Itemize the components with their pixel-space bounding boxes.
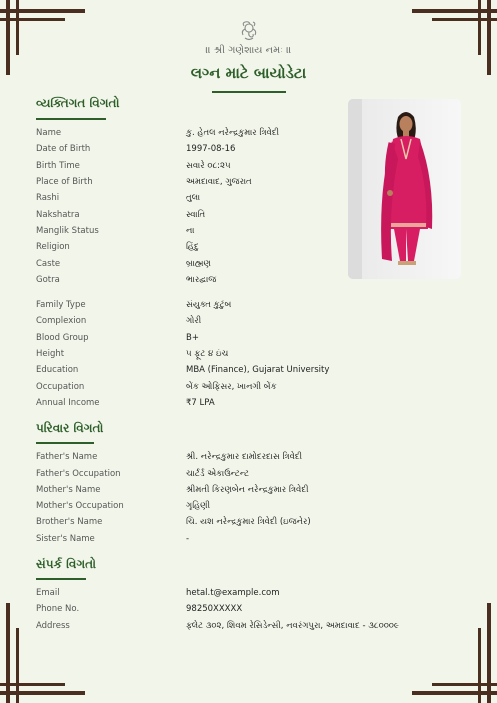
detail-row: [36, 193, 356, 209]
detail-label: Father's Name: [36, 452, 98, 462]
detail-row: [36, 316, 356, 332]
detail-label: Religion: [36, 242, 70, 252]
detail-value: ચિ. યશ નરેન્દ્રકુમાર ત્રિવેદી (ઇજનેર): [186, 517, 311, 527]
detail-value: બ્રાહ્મણ: [186, 259, 211, 269]
detail-label: Occupation: [36, 382, 85, 392]
profile-photo-illustration: [348, 99, 461, 279]
detail-value: કુ. હેતલ નરેન્દ્રકુમાર ત્રિવેદી: [186, 128, 280, 138]
detail-row: [36, 398, 356, 414]
detail-row: [36, 161, 356, 177]
detail-label: Manglik Status: [36, 226, 99, 236]
detail-row: [36, 501, 356, 517]
detail-label: Mother's Occupation: [36, 501, 124, 511]
address-value: ફ્લેટ ૩૦૨, શિવમ રેસિડેન્સી, નવરંગપુરા, અમદાવાદ - ૩૮૦૦૦૯: [186, 621, 399, 631]
detail-value: ભારદ્વાજ: [186, 275, 217, 285]
detail-label: Name: [36, 128, 62, 138]
page-title: લગ્ન માટે બાયોડેટા: [190, 64, 307, 82]
section-heading-family: પરિવાર વિગતો: [36, 421, 104, 435]
detail-row: [36, 452, 356, 468]
detail-label: Education: [36, 365, 79, 375]
detail-row: [36, 349, 356, 365]
detail-label: Nakshatra: [36, 210, 80, 220]
detail-label: Brother's Name: [36, 517, 103, 527]
detail-value: સ્વાતિ: [186, 210, 206, 220]
detail-value: બેંક ઓફિસર, ખાનગી બેંક: [186, 382, 277, 392]
detail-row: [36, 621, 399, 637]
detail-value: 1997-08-16: [186, 144, 236, 154]
detail-label: Email: [36, 588, 60, 598]
detail-row: [36, 275, 356, 291]
invocation-text: ॥ શ્રી ગણેશાય નમઃ ॥: [205, 45, 292, 56]
detail-value: ૫ ફૂટ ૪ ઇંચ: [186, 349, 229, 359]
detail-value: ના: [186, 226, 195, 236]
detail-label: Family Type: [36, 300, 86, 310]
phone-value: 98250XXXXX: [186, 604, 243, 614]
detail-value: અમદાવાદ, ગુજરાત: [186, 177, 252, 187]
detail-row: [36, 333, 356, 349]
detail-label: Sister's Name: [36, 534, 95, 544]
detail-value: સવારે ૦૮:૨૫: [186, 161, 231, 171]
detail-row: [36, 144, 356, 160]
detail-value: ગોરી: [186, 316, 202, 326]
detail-row: [36, 177, 356, 193]
detail-row: [36, 128, 356, 144]
detail-row: [36, 382, 356, 398]
detail-row: [36, 588, 356, 604]
section-underline-personal: [36, 118, 106, 120]
profile-photo: [348, 99, 461, 279]
detail-value: B+: [186, 333, 199, 343]
detail-row: [36, 300, 356, 316]
title-underline: [212, 91, 286, 93]
detail-label: Gotra: [36, 275, 60, 285]
section-underline-contact: [36, 578, 86, 580]
detail-row: [36, 534, 356, 550]
detail-label: Caste: [36, 259, 61, 269]
detail-value: ગૃહિણી: [186, 501, 211, 511]
detail-row: [36, 259, 356, 275]
detail-label: Phone No.: [36, 604, 80, 614]
section-heading-contact: સંપર્ક વિગતો: [36, 557, 97, 571]
section-underline-family: [36, 442, 94, 444]
detail-row: [36, 604, 356, 620]
detail-value: તુલા: [186, 193, 201, 203]
detail-label: Date of Birth: [36, 144, 91, 154]
detail-label: Place of Birth: [36, 177, 93, 187]
detail-value: શ્રીમતી કિરણબેન નરેન્દ્રકુમાર ત્રિવેદી: [186, 485, 309, 495]
detail-row: [36, 485, 356, 501]
detail-row: [36, 517, 356, 533]
detail-value: શ્રી. નરેન્દ્રકુમાર દામોદરદાસ ત્રિવેદી: [186, 452, 303, 462]
detail-value: ₹7 LPA: [186, 398, 215, 408]
detail-row: [36, 365, 356, 381]
detail-row: [36, 226, 356, 242]
detail-value: MBA (Finance), Gujarat University: [186, 365, 330, 375]
detail-label: Height: [36, 349, 65, 359]
detail-label: Father's Occupation: [36, 469, 121, 479]
detail-row: [36, 242, 356, 258]
ganesha-icon: [238, 20, 260, 42]
email-value: hetal.t@example.com: [186, 588, 280, 598]
section-heading-personal: વ્યક્તિગત વિગતો: [36, 96, 120, 110]
detail-label: Complexion: [36, 316, 87, 326]
detail-value: ચાર્ટર્ડ એકાઉન્ટન્ટ: [186, 469, 250, 479]
detail-label: Blood Group: [36, 333, 89, 343]
detail-value: -: [186, 534, 190, 544]
detail-label: Mother's Name: [36, 485, 101, 495]
detail-row: [36, 210, 356, 226]
detail-label: Rashi: [36, 193, 60, 203]
detail-label: Address: [36, 621, 70, 631]
detail-value: હિંદુ: [186, 242, 199, 252]
detail-row: [36, 469, 356, 485]
corner-frame-bottom-right: [412, 618, 497, 703]
detail-value: સંયુક્ત કુટુંબ: [186, 300, 232, 310]
detail-label: Annual Income: [36, 398, 100, 408]
detail-label: Birth Time: [36, 161, 80, 171]
